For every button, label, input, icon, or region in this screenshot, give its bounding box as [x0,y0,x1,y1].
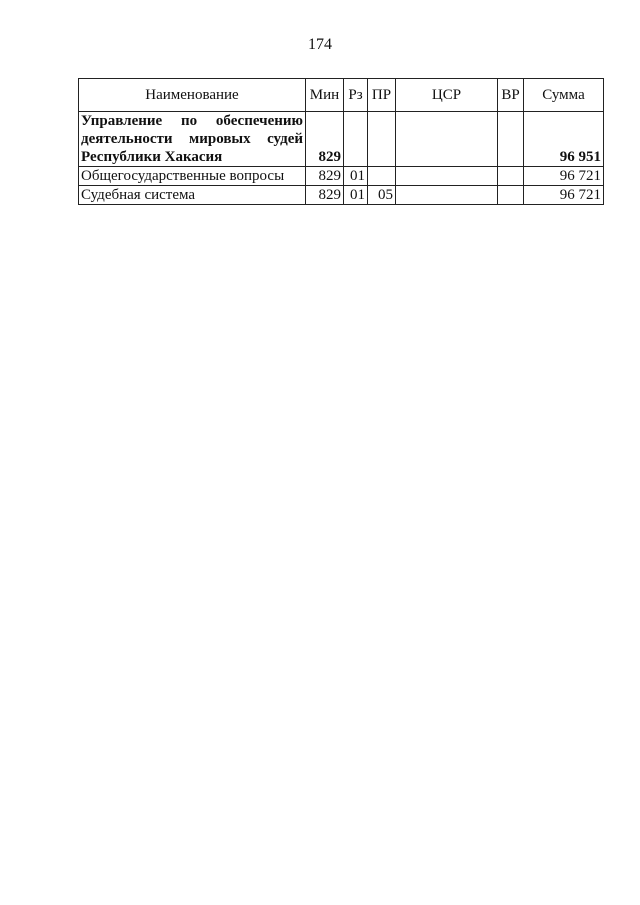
row-name: Общегосударственные вопросы [79,167,306,186]
header-vr: ВР [498,79,524,112]
row-sum: 96 721 [524,167,604,186]
budget-table [78,78,604,205]
header-min: Мин [306,79,344,112]
header-name: Наименование [79,79,306,112]
row-csr [396,112,498,167]
row-rz: 01 [344,167,368,186]
row-min: 829 [306,112,344,167]
row-csr [396,186,498,205]
row-sum: 96 951 [524,112,604,167]
page-number: 174 [308,36,332,53]
header-sum: Сумма [524,79,604,112]
table-header-row [79,79,604,112]
row-pr [368,112,396,167]
row-vr [498,167,524,186]
table-row-ministry [79,112,604,167]
row-rz [344,112,368,167]
table-row [79,167,604,186]
row-rz: 01 [344,186,368,205]
header-csr: ЦСР [396,79,498,112]
header-rz: Рз [344,79,368,112]
row-sum: 96 721 [524,186,604,205]
row-vr [498,112,524,167]
row-name: Управление по обеспечению деятельности мировых судей Республики Хакасия [79,112,306,167]
row-pr: 05 [368,186,396,205]
row-min: 829 [306,167,344,186]
table-row [79,186,604,205]
row-pr [368,167,396,186]
table-body [79,112,604,205]
header-pr: ПР [368,79,396,112]
row-min: 829 [306,186,344,205]
row-vr [498,186,524,205]
row-csr [396,167,498,186]
row-name: Судебная система [79,186,306,205]
